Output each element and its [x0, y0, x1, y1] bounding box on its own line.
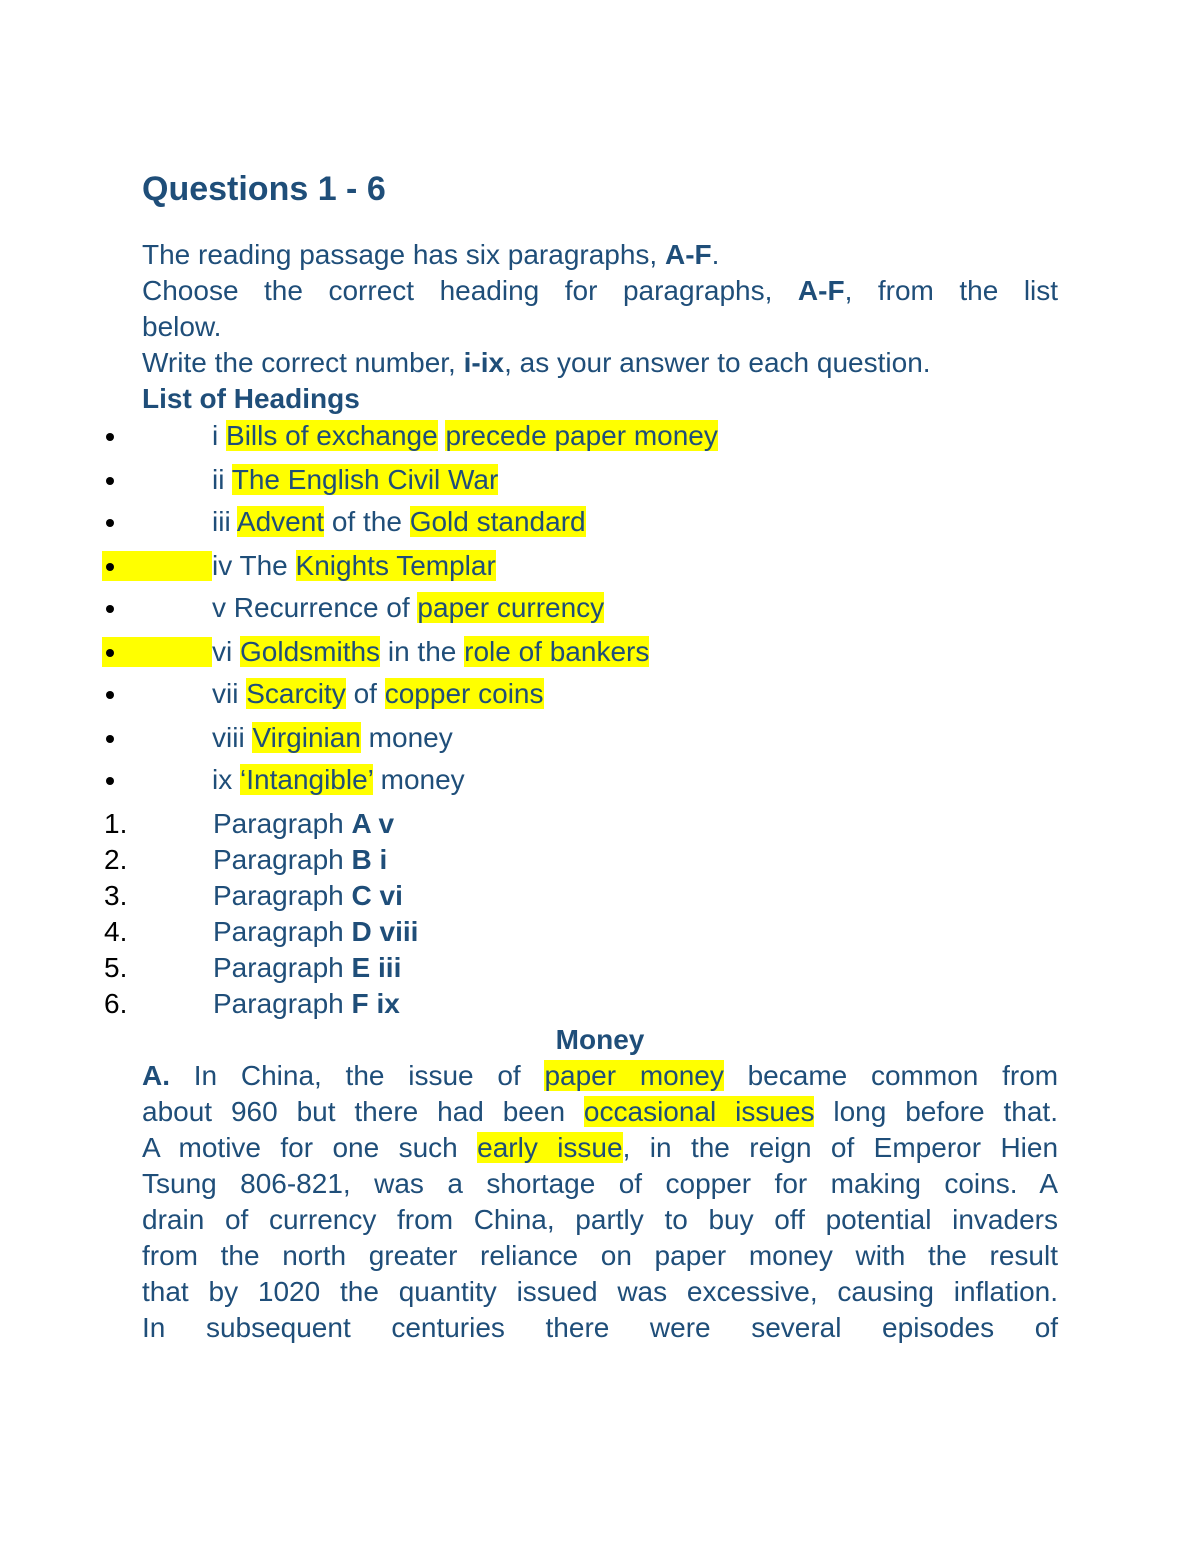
heading-text — [232, 764, 240, 795]
heading-numeral: viii — [212, 722, 245, 753]
passage-word: by — [208, 1276, 239, 1307]
instruction-text: , as your answer to each question. — [504, 347, 931, 378]
passage-word: for — [774, 1168, 808, 1199]
instruction-word: from — [877, 275, 934, 306]
answer-value: viii — [379, 916, 419, 947]
passage-word: drain — [142, 1204, 205, 1235]
heading-numeral: v — [212, 592, 226, 623]
passage-word: of — [618, 1168, 643, 1199]
answer-label: Paragraph — [213, 988, 352, 1019]
instruction-word: for — [564, 275, 598, 306]
highlighted-phrase: Knights Templar — [295, 550, 496, 581]
passage-word: before — [905, 1096, 985, 1127]
heading-numeral: iv — [212, 550, 233, 581]
heading-item-iii — [212, 504, 586, 540]
passage-word: making — [830, 1168, 921, 1199]
passage-word: centuries — [391, 1312, 505, 1343]
answer-letter: C — [351, 880, 380, 911]
heading-item-vi — [212, 634, 649, 670]
answer-value: v — [378, 808, 395, 839]
instruction-text: . — [711, 239, 720, 270]
instruction-bold: i-ix — [463, 347, 505, 378]
passage-word: was — [617, 1276, 668, 1307]
passage-word: to — [664, 1204, 688, 1235]
instruction-line-1 — [142, 237, 719, 273]
heading-text: money — [360, 722, 453, 753]
passage-word: were — [649, 1312, 711, 1343]
bullet-dot-icon — [106, 433, 114, 441]
passage-word: buy — [708, 1204, 754, 1235]
answer-label: Paragraph — [213, 916, 352, 947]
passage-word: the — [927, 1240, 967, 1271]
answer-row — [213, 806, 394, 842]
passage-word: In — [142, 1312, 166, 1343]
passage-word: north — [282, 1240, 347, 1271]
passage-word: China, — [240, 1060, 322, 1091]
highlighted-phrase: Goldsmiths — [240, 636, 381, 667]
passage-word: from — [1002, 1060, 1059, 1091]
instruction-line-3: below. — [142, 311, 222, 342]
passage-word: of — [1034, 1312, 1059, 1343]
passage-word: became — [747, 1060, 848, 1091]
passage-word: invaders — [952, 1204, 1058, 1235]
passage-word: the — [220, 1240, 260, 1271]
passage-word: that. — [1003, 1096, 1058, 1127]
highlighted-phrase: copper coins — [384, 678, 544, 709]
answer-row — [213, 986, 400, 1022]
passage-word: long — [833, 1096, 887, 1127]
highlighted-phrase: precede paper money — [445, 420, 718, 451]
heading-item-vii — [212, 676, 544, 712]
answer-label: Paragraph — [213, 808, 352, 839]
answer-letter: A — [351, 808, 379, 839]
instruction-word: the — [959, 275, 999, 306]
answer-letter: F — [351, 988, 377, 1019]
answer-number: 6. — [104, 988, 128, 1019]
passage-word: issued — [516, 1276, 598, 1307]
passage-word: In — [193, 1060, 218, 1091]
answer-number: 3. — [104, 880, 128, 911]
instruction-line-4 — [142, 345, 931, 381]
instruction-word: Choose — [142, 275, 239, 306]
bullet-marker — [102, 462, 212, 498]
passage-word: reign — [749, 1132, 812, 1163]
passage-word: quantity — [398, 1276, 497, 1307]
answer-label: Paragraph — [213, 880, 352, 911]
passage-word: several — [751, 1312, 842, 1343]
answer-label: Paragraph — [213, 952, 352, 983]
highlighted-phrase: Scarcity — [246, 678, 346, 709]
heading-text: money — [372, 764, 465, 795]
bullet-dot-icon — [106, 477, 114, 485]
passage-word: that — [142, 1276, 189, 1307]
passage-word: causing — [837, 1276, 934, 1307]
answer-number: 2. — [104, 844, 128, 875]
answer-value: ix — [376, 988, 400, 1019]
heading-numeral: ix — [212, 764, 233, 795]
passage-word: the — [339, 1276, 379, 1307]
passage-word: coins. — [944, 1168, 1018, 1199]
bullet-marker — [102, 720, 212, 756]
highlighted-phrase: paper money — [544, 1060, 724, 1091]
heading-numeral: i — [212, 420, 219, 451]
heading-text — [218, 420, 226, 451]
list-heading: List of Headings — [142, 383, 360, 414]
passage-word: of — [497, 1060, 521, 1091]
passage-word: partly — [575, 1204, 644, 1235]
passage-word: on — [600, 1240, 632, 1271]
bullet-marker — [102, 762, 212, 798]
passage-word: in — [649, 1132, 672, 1163]
answer-number: 4. — [104, 916, 128, 947]
answer-label: Paragraph — [213, 844, 352, 875]
instruction-bold: A-F — [665, 239, 712, 270]
passage-title: Money — [555, 1024, 645, 1055]
passage-word: was — [374, 1168, 424, 1199]
highlighted-phrase: ‘Intangible’ — [240, 764, 373, 795]
heading-item-v — [212, 590, 604, 626]
highlighted-phrase: paper currency — [417, 592, 605, 623]
passage-word: potential — [825, 1204, 932, 1235]
highlighted-phrase: Gold standard — [409, 506, 586, 537]
bullet-marker — [102, 676, 212, 712]
passage-word: of — [224, 1204, 249, 1235]
passage-word: Hien — [1000, 1132, 1059, 1163]
heading-text: of the — [324, 506, 410, 537]
heading-item-ix — [212, 762, 465, 798]
bullet-dot-icon — [106, 691, 114, 699]
instruction-word: heading — [439, 275, 540, 306]
bullet-marker — [102, 504, 212, 540]
passage-word: from — [397, 1204, 454, 1235]
passage-line — [142, 1058, 1058, 1094]
passage-word: inflation. — [953, 1276, 1059, 1307]
answer-letter: E — [351, 952, 379, 983]
passage-word: result — [989, 1240, 1058, 1271]
passage-line: A motive for one such early issue, in the reign of Emperor Hien — [142, 1132, 1059, 1163]
instruction-word: correct — [328, 275, 415, 306]
answer-value: iii — [378, 952, 402, 983]
bullet-dot-icon — [106, 519, 114, 527]
passage-line — [142, 1238, 1058, 1274]
answer-row — [213, 878, 403, 914]
heading-text — [224, 464, 231, 495]
passage-line — [142, 1202, 1058, 1238]
passage-word: greater — [368, 1240, 458, 1271]
passage-word: issue — [408, 1060, 474, 1091]
paragraph-label: A. — [142, 1060, 170, 1091]
passage-word: currency — [268, 1204, 377, 1235]
heading-text: The — [232, 550, 296, 581]
passage-word: copper — [665, 1168, 752, 1199]
heading-item-i — [212, 418, 718, 454]
instruction-word: list — [1023, 275, 1059, 306]
heading-text: in the — [380, 636, 465, 667]
passage-word: a — [447, 1168, 463, 1199]
instruction-text: The reading passage has six paragraphs, — [142, 239, 665, 270]
passage-word: off — [774, 1204, 805, 1235]
passage-word: common — [870, 1060, 979, 1091]
passage-word: Tsung — [142, 1168, 217, 1199]
passage-word: the — [690, 1132, 730, 1163]
passage-word: motive — [178, 1132, 261, 1163]
heading-item-ii — [212, 462, 498, 498]
passage-word: but — [296, 1096, 336, 1127]
bullet-dot-icon — [106, 649, 114, 657]
bullet-dot-icon — [106, 563, 114, 571]
passage-word: shortage — [486, 1168, 596, 1199]
heading-numeral: ii — [212, 464, 225, 495]
answer-value: vi — [379, 880, 403, 911]
passage-word: the — [345, 1060, 385, 1091]
answer-row — [213, 914, 418, 950]
bullet-marker — [102, 551, 212, 581]
passage-word: A — [142, 1132, 160, 1163]
highlighted-phrase: early issue — [477, 1132, 623, 1163]
answer-row — [213, 950, 401, 986]
answer-letter: D — [351, 916, 380, 947]
highlighted-phrase: occasional issues — [583, 1096, 815, 1127]
passage-word: been — [502, 1096, 566, 1127]
instruction-word: paragraphs, — [622, 275, 773, 306]
bullet-marker — [102, 637, 212, 667]
passage-line — [142, 1274, 1058, 1310]
instruction-bold: A-F — [797, 275, 845, 306]
answer-number: 5. — [104, 952, 128, 983]
heading-text: Recurrence of — [226, 592, 418, 623]
answer-value: i — [379, 844, 388, 875]
instruction-text: Write the correct number, — [142, 347, 464, 378]
passage-word: reliance — [480, 1240, 579, 1271]
instruction-word: the — [264, 275, 303, 306]
passage-word: paper — [654, 1240, 727, 1271]
bullet-dot-icon — [106, 735, 114, 743]
passage-word: 1020 — [257, 1276, 321, 1307]
passage-word: there — [545, 1312, 610, 1343]
highlighted-phrase: Bills of exchange — [226, 420, 438, 451]
passage-line — [142, 1166, 1058, 1202]
heading-numeral: iii — [212, 506, 231, 537]
passage-word: subsequent — [205, 1312, 351, 1343]
heading-text — [231, 506, 237, 537]
passage-word: 960 — [230, 1096, 278, 1127]
passage-word: with — [855, 1240, 906, 1271]
heading-text: of — [345, 678, 385, 709]
highlighted-phrase: role of bankers — [464, 636, 650, 667]
bullet-marker — [102, 590, 212, 626]
passage-line — [142, 1310, 1058, 1346]
passage-word: about — [142, 1096, 213, 1127]
passage-word: there — [354, 1096, 419, 1127]
heading-item-viii — [212, 720, 453, 756]
highlighted-phrase: The English Civil War — [231, 464, 499, 495]
passage-word: Emperor — [873, 1132, 982, 1163]
passage-word: China, — [473, 1204, 555, 1235]
heading-item-iv — [212, 548, 496, 584]
passage-word: of — [830, 1132, 855, 1163]
page-title: Questions 1 - 6 — [142, 170, 386, 208]
passage-word: 806-821, — [240, 1168, 351, 1199]
instruction-line-2: Choose the correct heading for paragraphs, A-F, from the list — [142, 275, 1059, 306]
heading-numeral: vi — [212, 636, 233, 667]
passage-word: for — [280, 1132, 314, 1163]
heading-text — [232, 636, 240, 667]
answer-number: 1. — [104, 808, 128, 839]
bullet-marker — [102, 418, 212, 454]
highlighted-phrase: Virginian — [252, 722, 361, 753]
passage-word: such — [398, 1132, 458, 1163]
answer-letter: B — [351, 844, 380, 875]
passage-word: A — [1039, 1168, 1059, 1199]
passage-word: had — [437, 1096, 484, 1127]
passage-word: from — [142, 1240, 198, 1271]
highlighted-phrase: Advent — [236, 506, 325, 537]
bullet-dot-icon — [106, 605, 114, 613]
bullet-dot-icon — [106, 777, 114, 785]
answer-row — [213, 842, 387, 878]
heading-numeral: vii — [212, 678, 239, 709]
passage-word: money — [748, 1240, 833, 1271]
passage-word: episodes — [882, 1312, 995, 1343]
passage-word: excessive, — [686, 1276, 818, 1307]
passage-line — [142, 1094, 1058, 1130]
passage-word: one — [332, 1132, 380, 1163]
